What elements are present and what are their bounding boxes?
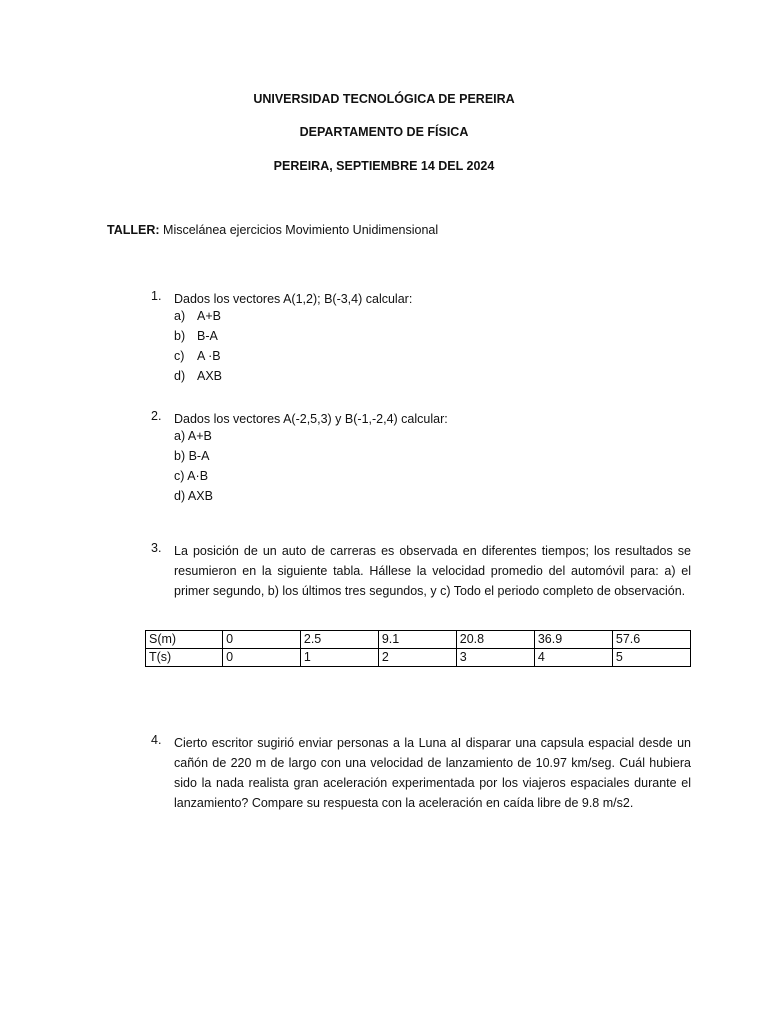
question-number: 4.: [151, 733, 162, 747]
table-cell: 3: [456, 649, 534, 667]
question-text: La posición de un auto de carreras es observada en diferentes tiempos; los resultados se resumieron en la siguiente tabla. Hállese la velocidad promedio del automóvil para: a) el primer segundo, b) los últimos tres segundos, y c) Todo el periodo completo de observación.: [174, 544, 691, 598]
date-line: PEREIRA, SEPTIEMBRE 14 DEL 2024: [273, 159, 495, 173]
table-cell: 20.8: [456, 631, 534, 649]
table-cell: 9.1: [378, 631, 456, 649]
question-text: Cierto escritor sugirió enviar personas a la Luna aI disparar una capsula espacial desde un cañón de 220 m de largo con una velocidad de lanzamiento de 10.97 km/seg. Cuál hubiera sido la nada realista gran aceleración experimentada por los viajeros espaciales durante el lanzamiento? Compare su respuesta con la aceleración en caída libre de 9.8 m/s2.: [174, 736, 691, 810]
workshop-name: Miscelánea ejercicios Movimiento Unidimensional: [163, 223, 439, 237]
option-a: a) A+B: [174, 309, 221, 323]
table-cell: 36.9: [534, 631, 612, 649]
option-b: b) B-A: [174, 329, 218, 343]
question-text: Dados los vectores A(-2,5,3) y B(-1,-2,4) calcular:: [174, 412, 448, 426]
university-title: UNIVERSIDAD TECNOLÓGICA DE PEREIRA: [253, 92, 515, 106]
question-text: Dados los vectores A(1,2); B(-3,4) calcular:: [174, 292, 413, 306]
option-c: c) A ·B: [174, 349, 221, 363]
department-title: DEPARTAMENTO DE FÍSICA: [299, 125, 469, 139]
question-number: 2.: [151, 409, 162, 423]
option-c: c) A·B: [174, 469, 209, 483]
table-cell: S(m): [146, 631, 223, 649]
question-number: 1.: [151, 289, 162, 303]
table-row: [146, 631, 691, 649]
table-cell: T(s): [146, 649, 223, 667]
question-number: 3.: [151, 541, 162, 555]
table-cell: 57.6: [612, 631, 690, 649]
table-cell: 5: [612, 649, 690, 667]
table-cell: 2: [378, 649, 456, 667]
workshop-label: TALLER:: [107, 223, 160, 237]
table-cell: 0: [223, 649, 301, 667]
table-cell: 2.5: [300, 631, 378, 649]
option-d: d) AXB: [174, 489, 213, 503]
option-a: a) A+B: [174, 429, 212, 443]
table-cell: 0: [223, 631, 301, 649]
workshop-title: [107, 223, 438, 237]
table-cell: 4: [534, 649, 612, 667]
position-time-table: [145, 630, 691, 667]
option-d: d) AXB: [174, 369, 223, 383]
table-cell: 1: [300, 649, 378, 667]
table-row: [146, 649, 691, 667]
option-b: b) B-A: [174, 449, 210, 463]
